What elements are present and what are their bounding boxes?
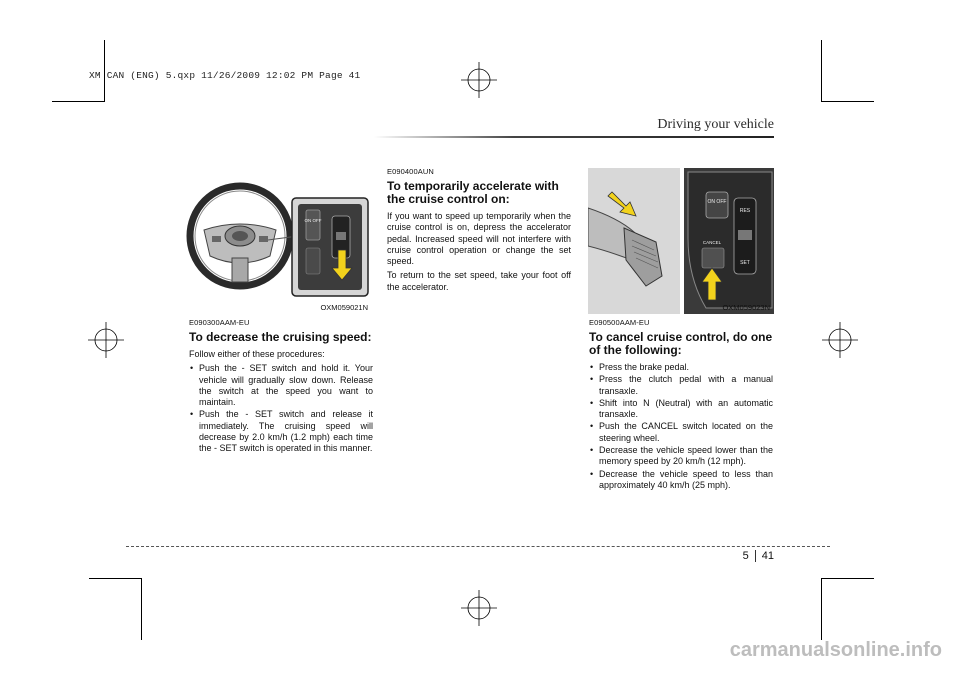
- steering-wheel-illustration: [186, 168, 372, 314]
- procedure-list: [189, 363, 373, 454]
- chapter-number: 5: [743, 550, 756, 562]
- section-title: Driving your vehicle: [657, 117, 774, 132]
- section-cancel-cruise: [589, 318, 773, 492]
- section-heading: To temporarily accelerate with the cruise control on:: [387, 179, 559, 206]
- registration-mark-right: [822, 322, 858, 358]
- switch-res-text: RES: [739, 208, 751, 214]
- section-intro: Follow either of these procedures:: [189, 349, 325, 359]
- switch-on-off-text-right: ON OFF: [707, 199, 727, 205]
- list-item: • Press the brake pedal.: [589, 362, 773, 373]
- switch-on-off-text-left: ON OFF: [304, 218, 322, 223]
- list-item: • Push the - SET switch and hold it. Your vehicle will gradually slow down. Release the switch at the speed you want to maintain.: [189, 363, 373, 408]
- registration-mark-left: [88, 322, 124, 358]
- section-paragraph: If you want to speed up temporarily when the cruise control is on, depress the accelerator pedal. Increased speed will not interfere with cruise control operation or change the set speed.: [387, 211, 571, 267]
- section-temporary-accelerate: [387, 167, 571, 293]
- page-number: [743, 550, 774, 562]
- list-item: • Decrease the vehicle speed to less than approximately 40 km/h (25 mph).: [589, 469, 773, 492]
- list-item: • Shift into N (Neutral) with an automatic transaxle.: [589, 398, 773, 421]
- footer-dashed-rule: [126, 546, 830, 547]
- section-decrease-speed: [189, 318, 373, 456]
- list-item: • Press the clutch pedal with a manual transaxle.: [589, 374, 773, 397]
- section-code: E090400AUN: [387, 167, 434, 176]
- page-number-value: 41: [761, 550, 774, 562]
- section-code: E090300AAM-EU: [189, 318, 250, 327]
- figure-label-right: OXM059023N: [722, 303, 770, 312]
- cancel-list: [589, 362, 773, 491]
- section-heading: To decrease the cruising speed:: [189, 330, 372, 344]
- switch-cancel-text: CANCEL: [702, 240, 722, 245]
- figure-label-left: OXM059021N: [320, 303, 368, 312]
- header-rule: [374, 136, 774, 138]
- list-item: • Push the CANCEL switch located on the steering wheel.: [589, 421, 773, 444]
- switch-set-text: SET: [740, 260, 750, 266]
- registration-mark-bottom: [461, 590, 497, 626]
- figure-accelerator-cancel: [588, 168, 774, 314]
- section-code: E090500AAM-EU: [589, 318, 650, 327]
- print-slug: XM CAN (ENG) 5.qxp 11/26/2009 12:02 PM Page 41: [89, 70, 361, 81]
- list-item: • Decrease the vehicle speed lower than the memory speed by 20 km/h (12 mph).: [589, 445, 773, 468]
- section-heading: To cancel cruise control, do one of the following:: [589, 330, 773, 357]
- figure-steering-wheel: [186, 168, 372, 314]
- accelerator-pedal-illustration: [588, 168, 774, 314]
- registration-mark-top: [461, 62, 497, 98]
- list-item: • Push the - SET switch and release it immediately. The cruising speed will decrease by 2.0 km/h (1.2 mph) each time the - SET switch is operated in this manner.: [189, 409, 373, 454]
- watermark: carmanualsonline.info: [729, 639, 942, 661]
- section-paragraph: To return to the set speed, take your foot off the accelerator.: [387, 270, 571, 292]
